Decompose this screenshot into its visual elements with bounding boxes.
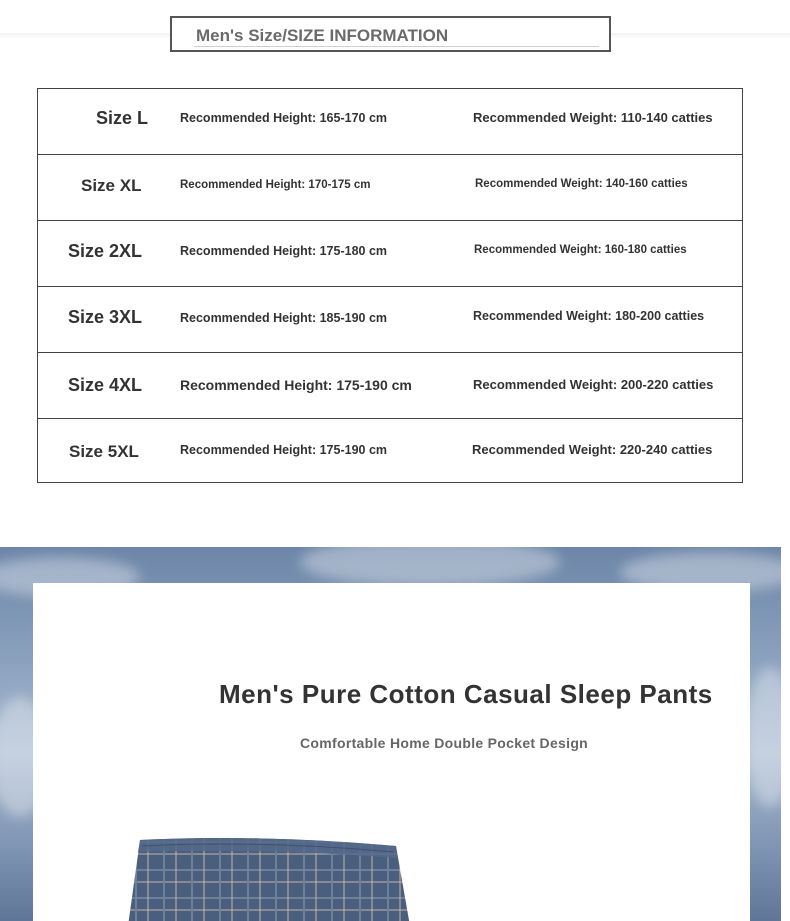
table-row [38, 419, 742, 482]
table-row [38, 155, 742, 221]
weight-text: Recommended Weight: 220-240 catties [472, 442, 713, 457]
size-label: Size 2XL [68, 241, 143, 261]
size-chart-table [37, 88, 743, 483]
height-text: Recommended Height: 175-190 cm [180, 443, 388, 457]
header-divider [194, 46, 599, 47]
weight-text: Recommended Weight: 180-200 catties [473, 309, 705, 323]
product-title: Men's Pure Cotton Casual Sleep Pants [219, 679, 713, 709]
height-text: Recommended Height: 175-190 cm [180, 377, 412, 393]
table-row [38, 89, 742, 155]
weight-text: Recommended Weight: 140-160 catties [475, 178, 688, 190]
weight-text: Recommended Weight: 160-180 catties [474, 244, 687, 256]
size-label: Size 5XL [69, 442, 139, 461]
size-label: Size XL [81, 176, 142, 195]
table-row [38, 353, 742, 419]
size-label: Size 3XL [68, 307, 143, 327]
table-row [38, 221, 742, 287]
table-row [38, 287, 742, 353]
cloud [300, 547, 560, 587]
height-text: Recommended Height: 170-175 cm [180, 179, 371, 191]
height-text: Recommended Height: 165-170 cm [180, 111, 388, 125]
product-card [33, 583, 750, 921]
plaid-pants-image [128, 836, 458, 921]
size-label: Size L [96, 108, 149, 128]
product-subtitle: Comfortable Home Double Pocket Design [300, 735, 589, 751]
height-text: Recommended Height: 185-190 cm [180, 311, 388, 325]
weight-text: Recommended Weight: 110-140 catties [473, 110, 713, 125]
product-banner [0, 547, 781, 921]
weight-text: Recommended Weight: 200-220 catties [473, 377, 714, 392]
height-text: Recommended Height: 175-180 cm [180, 244, 388, 258]
size-info-header [170, 16, 611, 52]
size-label: Size 4XL [68, 375, 143, 395]
cloud [745, 667, 781, 807]
size-info-title: Men's Size/SIZE INFORMATION [196, 26, 449, 45]
